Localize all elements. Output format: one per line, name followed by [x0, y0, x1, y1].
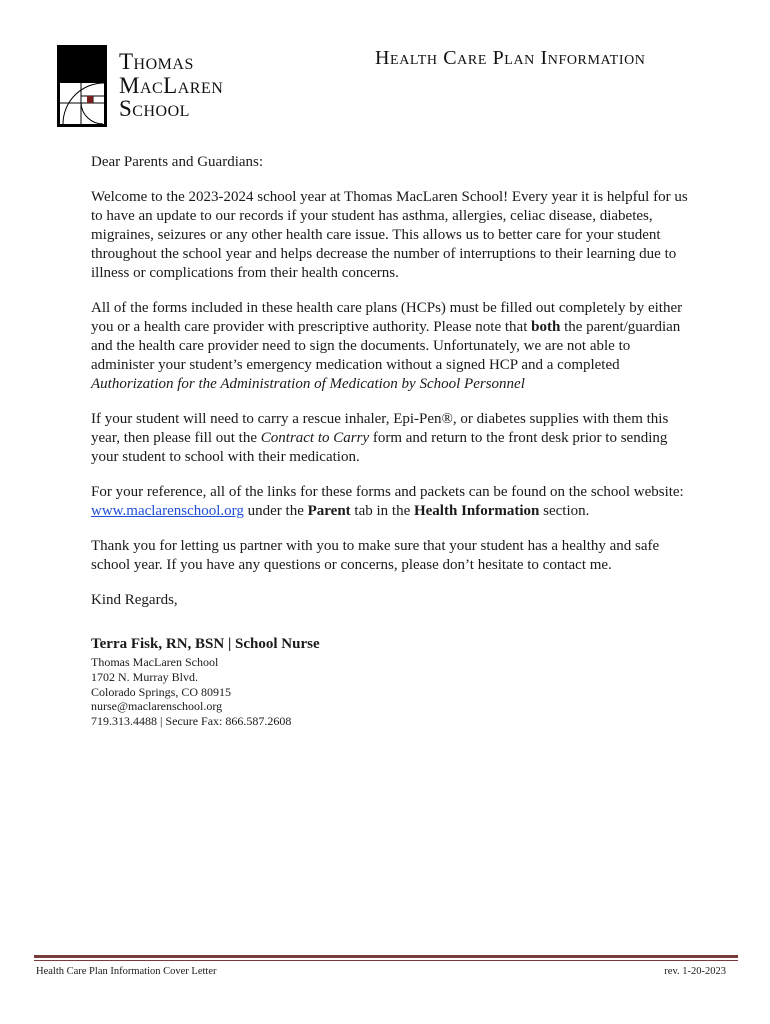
document-title: Health Care Plan Information: [375, 47, 646, 69]
p4-bold-health: Health Information: [413, 503, 540, 519]
paragraph-welcome: Welcome to the 2023-2024 school year at Thomas MacLaren School! Every year it is helpful for us to have an update to our records if your student has asthma, allergies, celiac disease, diabetes, migraines, seizures or any other health care issue. This allows us to better care for your student throughout the school year and helps decrease the number of interruptions to their learning due to illness or complications from their health concerns.: [91, 189, 688, 281]
closing: Kind Regards,: [91, 592, 178, 608]
paragraph-forms: [91, 299, 691, 394]
footer-divider-thin: [34, 960, 738, 961]
signature-name: Terra Fisk, RN, BSN | School Nurse: [91, 636, 320, 652]
school-name-line-3: School: [119, 96, 190, 121]
signature-org: Thomas MacLaren School: [91, 655, 219, 669]
p4-text-a: For your reference, all of the links for these forms and packets can be found on the school website:: [91, 484, 684, 500]
website-link[interactable]: www.maclarenschool.org: [91, 503, 244, 519]
school-logo: [57, 45, 107, 127]
p4-text-c: tab in the: [350, 503, 414, 519]
p4-text-d: section.: [539, 503, 590, 519]
signature-email: nurse@maclarenschool.org: [91, 699, 223, 714]
footer-divider-thick: [34, 955, 738, 958]
p2-text-a: All of the forms included in these health care plans (HCPs) must be filled out completely by either you or a health care provider with prescriptive authority. Please note that: [91, 300, 683, 335]
letter-body: [91, 153, 691, 626]
p3-italic: Contract to Carry: [260, 430, 370, 446]
p4-text-b: under the: [243, 503, 308, 519]
paragraph-contract: [91, 410, 691, 467]
p4-bold-parent: Parent: [307, 503, 351, 519]
footer-title: Health Care Plan Information Cover Letter: [36, 966, 217, 977]
paragraph-thanks: Thank you for letting us partner with you to make sure that your student has a healthy and safe school year. If you have any questions or concerns, please don’t hesitate to contact me.: [91, 538, 660, 573]
school-name-line-1: Thomas: [119, 49, 194, 74]
signature-phone: 719.313.4488 | Secure Fax: 866.587.2608: [91, 714, 292, 729]
signature-city: Colorado Springs, CO 80915: [91, 684, 232, 699]
signature-street: 1702 N. Murray Blvd.: [91, 669, 198, 684]
greeting: Dear Parents and Guardians:: [91, 154, 264, 170]
school-name-line-2: MacLaren: [119, 72, 224, 98]
p2-text-b: the parent/guardian and the health care provider need to sign the documents. Unfortunately, we are not able to administer your student’s emergency medication without a signed HCP and a completed: [91, 319, 681, 373]
p2-bold: both: [531, 319, 561, 335]
p3-text-b: form and return to the front desk prior to sending your student to school with their medication.: [91, 430, 668, 465]
paragraph-links: [91, 483, 691, 521]
p3-text-a: If your student will need to carry a rescue inhaler, Epi-Pen®, or diabetes supplies with them this year, then please fill out the: [91, 411, 669, 446]
school-name: [119, 50, 223, 121]
signature-block: [91, 655, 291, 729]
footer-revision: rev. 1-20-2023: [664, 966, 726, 977]
p2-italic: Authorization for the Administration of Medication by School Personnel: [91, 376, 525, 392]
